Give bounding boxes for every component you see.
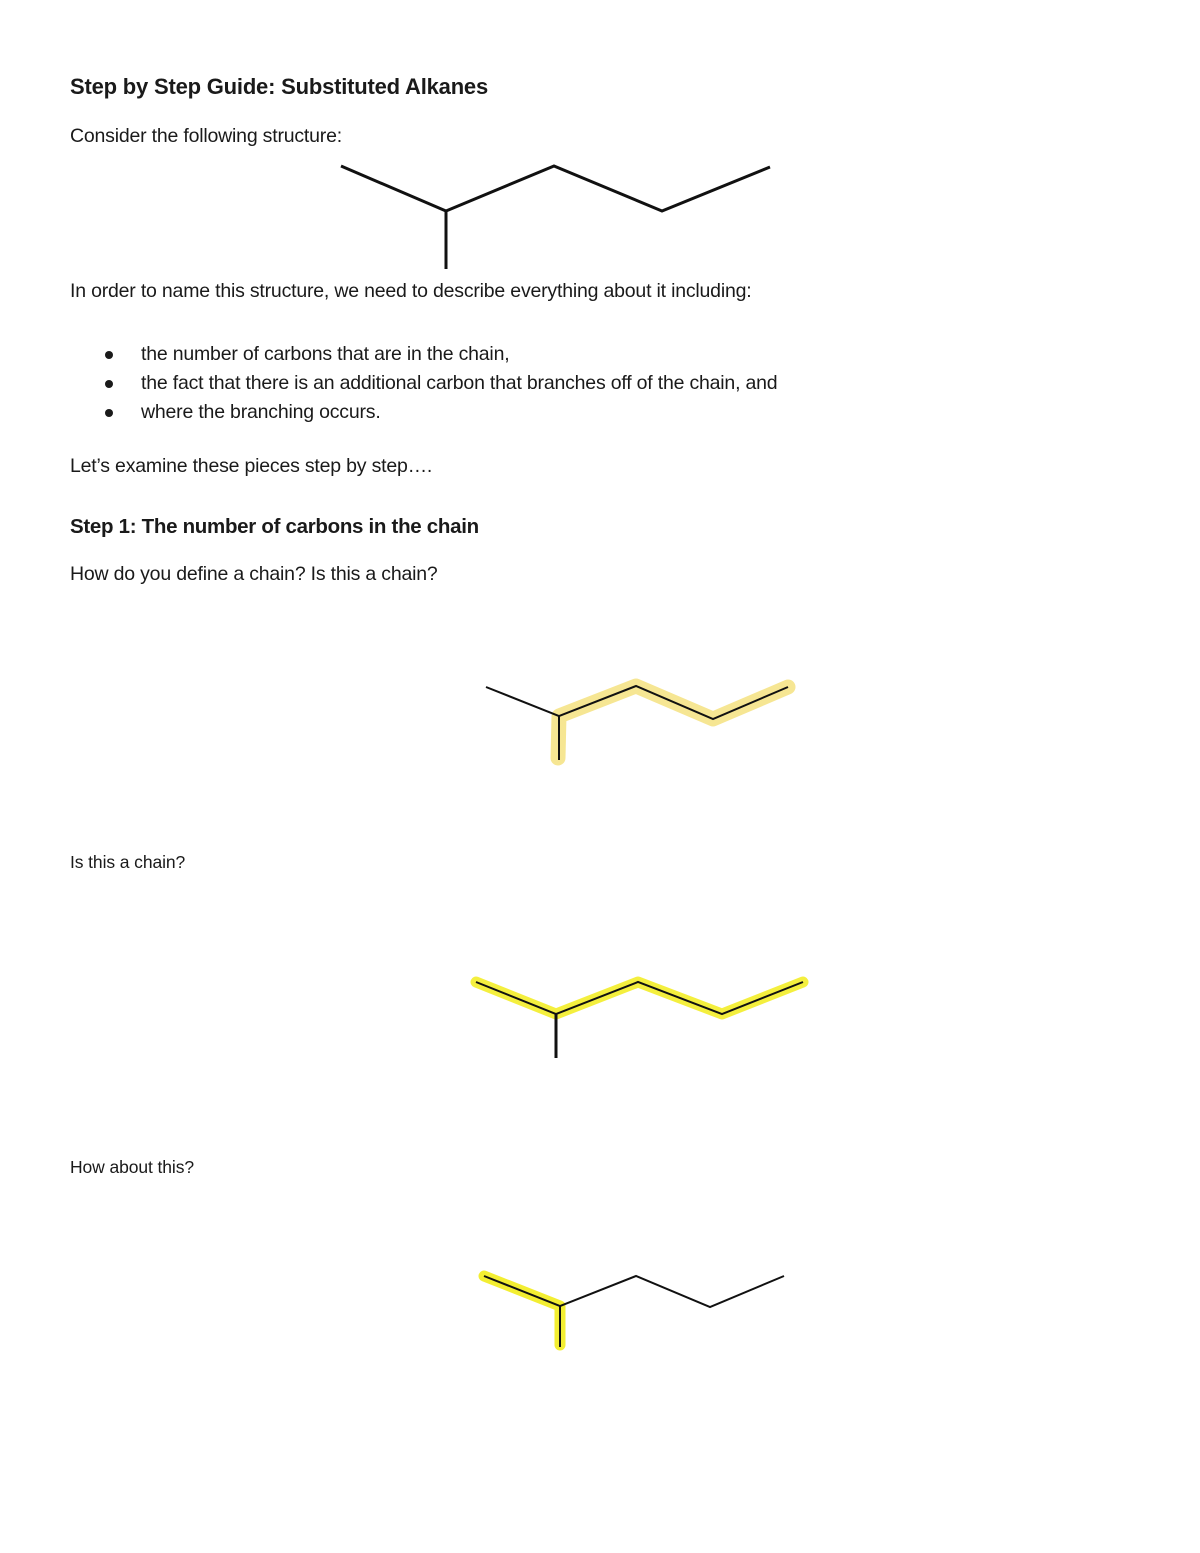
list-item: the number of carbons that are in the chain, <box>70 340 777 369</box>
step1-question: How do you define a chain? Is this a chain? <box>70 563 438 585</box>
explain-text: In order to name this structure, we need to describe everything about it including: <box>70 280 752 302</box>
list-item: the fact that there is an additional carbon that branches off of the chain, and <box>70 369 777 398</box>
step1-heading: Step 1: The number of carbons in the chain <box>70 515 479 538</box>
chain-highlight <box>484 1276 560 1345</box>
step1-question-2: Is this a chain? <box>70 852 186 872</box>
list-item: where the branching occurs. <box>70 398 777 427</box>
document-title: Step by Step Guide: Substituted Alkanes <box>70 74 488 99</box>
examine-text: Let’s examine these pieces step by step…. <box>70 455 433 477</box>
step1-question-3: How about this? <box>70 1157 194 1177</box>
intro-text: Consider the following structure: <box>70 125 342 147</box>
